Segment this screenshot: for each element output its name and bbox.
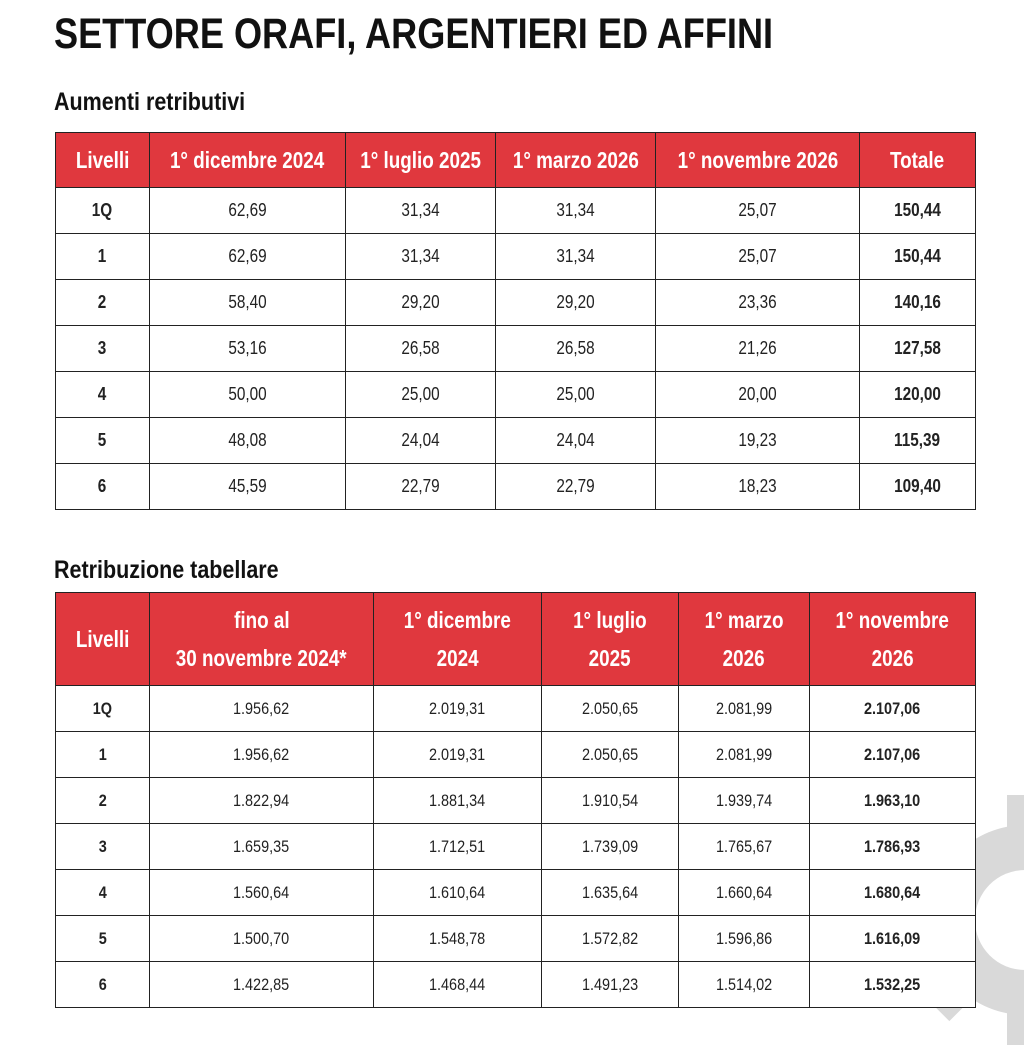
cell-text: 1.572,82: [581, 928, 639, 948]
cell-text: 21,26: [738, 338, 777, 358]
value-cell: [150, 234, 346, 280]
cell-text: 29,20: [401, 292, 440, 312]
total-cell: [860, 188, 976, 234]
value-cell: [150, 188, 346, 234]
value-cell: [150, 732, 374, 778]
column-header-label: 1° novembre 2026: [677, 146, 838, 173]
column-header-label: 30 novembre 2024*: [176, 645, 347, 671]
cell-text: 1.910,54: [581, 790, 639, 810]
value-cell: [346, 234, 496, 280]
value-cell: [496, 234, 656, 280]
table-row: [56, 234, 976, 280]
table-row: [56, 962, 976, 1008]
level-cell: [56, 870, 150, 916]
level-cell: [56, 464, 150, 510]
value-cell: [810, 916, 976, 962]
cell-text: 2.050,65: [581, 698, 639, 718]
value-cell: [810, 778, 976, 824]
level-cell: [56, 916, 150, 962]
value-cell: [374, 686, 542, 732]
cell-text: 25,00: [556, 384, 595, 404]
column-header: [374, 593, 542, 686]
cell-text: 1.532,25: [864, 974, 921, 994]
table-row: [56, 280, 976, 326]
cell-text: 62,69: [228, 246, 267, 266]
value-cell: [656, 464, 860, 510]
value-cell: [679, 962, 810, 1008]
total-cell: [860, 464, 976, 510]
cell-text: 120,00: [894, 384, 941, 404]
cell-text: 1.560,64: [233, 882, 290, 902]
column-header-label: 1° luglio: [573, 607, 647, 633]
cell-text: 1: [98, 246, 107, 266]
value-cell: [542, 732, 679, 778]
cell-text: 48,08: [228, 430, 267, 450]
cell-text: 1.739,09: [581, 836, 639, 856]
value-cell: [679, 732, 810, 778]
column-header-label: Livelli: [75, 146, 130, 173]
level-cell: [56, 188, 150, 234]
level-cell: [56, 732, 150, 778]
cell-text: 2.019,31: [429, 698, 486, 718]
value-cell: [374, 916, 542, 962]
level-cell: [56, 234, 150, 280]
column-header-label: Livelli: [75, 626, 130, 652]
value-cell: [346, 418, 496, 464]
cell-text: 1.660,64: [715, 882, 773, 902]
value-cell: [374, 824, 542, 870]
value-cell: [346, 372, 496, 418]
total-cell: [860, 372, 976, 418]
column-header-label: 2026: [723, 645, 765, 671]
value-cell: [346, 326, 496, 372]
table-row: [56, 686, 976, 732]
cell-text: 26,58: [556, 338, 595, 358]
cell-text: 2.081,99: [715, 744, 773, 764]
value-cell: [496, 372, 656, 418]
table-row: [56, 326, 976, 372]
column-header: [542, 593, 679, 686]
value-cell: [656, 418, 860, 464]
cell-text: 3: [98, 338, 107, 358]
value-cell: [150, 962, 374, 1008]
cell-text: 150,44: [894, 246, 941, 266]
value-cell: [496, 418, 656, 464]
value-cell: [374, 778, 542, 824]
cell-text: 50,00: [228, 384, 267, 404]
value-cell: [496, 464, 656, 510]
column-header-label: Totale: [890, 146, 945, 173]
cell-text: 4: [98, 384, 107, 404]
cell-text: 22,79: [556, 476, 595, 496]
cell-text: 25,00: [401, 384, 440, 404]
level-cell: [56, 280, 150, 326]
table-row: [56, 824, 976, 870]
table-row: [56, 372, 976, 418]
cell-text: 1.765,67: [715, 836, 773, 856]
total-cell: [860, 234, 976, 280]
table-row: [56, 464, 976, 510]
column-header: [150, 593, 374, 686]
cell-text: 2: [98, 292, 107, 312]
cell-text: 31,34: [556, 246, 595, 266]
value-cell: [346, 464, 496, 510]
cell-text: 2.019,31: [429, 744, 486, 764]
value-cell: [150, 372, 346, 418]
value-cell: [656, 188, 860, 234]
cell-text: 127,58: [894, 338, 941, 358]
cell-text: 115,39: [894, 430, 941, 450]
value-cell: [810, 962, 976, 1008]
value-cell: [656, 326, 860, 372]
column-header-label: 1° marzo: [704, 607, 784, 633]
cell-text: 1Q: [92, 200, 113, 220]
value-cell: [150, 870, 374, 916]
column-header-label: 1° novembre: [835, 607, 950, 633]
value-cell: [374, 732, 542, 778]
cell-text: 53,16: [228, 338, 267, 358]
cell-text: 1.939,74: [715, 790, 773, 810]
column-header: [56, 593, 150, 686]
cell-text: 31,34: [556, 200, 595, 220]
cell-text: 1.659,35: [233, 836, 290, 856]
level-cell: [56, 824, 150, 870]
value-cell: [810, 870, 976, 916]
value-cell: [542, 778, 679, 824]
cell-text: 3: [98, 836, 107, 856]
cell-text: 1.491,23: [581, 974, 639, 994]
cell-text: 1.956,62: [233, 698, 290, 718]
cell-text: 5: [98, 430, 107, 450]
cell-text: 1.963,10: [864, 790, 921, 810]
column-header: [656, 133, 860, 188]
value-cell: [810, 686, 976, 732]
cell-text: 1.514,02: [715, 974, 773, 994]
aumenti-table: [55, 132, 976, 510]
value-cell: [496, 188, 656, 234]
cell-text: 31,34: [401, 246, 440, 266]
column-header: [679, 593, 810, 686]
cell-text: 1.610,64: [429, 882, 486, 902]
column-header-label: 1° dicembre: [403, 607, 512, 633]
cell-text: 1: [98, 744, 107, 764]
cell-text: 2.107,06: [864, 698, 921, 718]
value-cell: [542, 870, 679, 916]
table-row: [56, 916, 976, 962]
value-cell: [679, 686, 810, 732]
cell-text: 5: [98, 928, 107, 948]
cell-text: 26,58: [401, 338, 440, 358]
value-cell: [542, 824, 679, 870]
cell-text: 1.468,44: [429, 974, 486, 994]
cell-text: 1.422,85: [233, 974, 290, 994]
cell-text: 2: [98, 790, 107, 810]
table-row: [56, 778, 976, 824]
cell-text: 29,20: [556, 292, 595, 312]
value-cell: [346, 188, 496, 234]
cell-text: 58,40: [228, 292, 267, 312]
value-cell: [656, 372, 860, 418]
cell-text: 1.822,94: [233, 790, 290, 810]
level-cell: [56, 962, 150, 1008]
cell-text: 18,23: [738, 476, 777, 496]
value-cell: [542, 686, 679, 732]
value-cell: [374, 870, 542, 916]
cell-text: 109,40: [894, 476, 941, 496]
column-header: [496, 133, 656, 188]
value-cell: [679, 870, 810, 916]
column-header-label: fino al: [233, 607, 290, 633]
column-header-label: 2024: [436, 645, 479, 671]
column-header-label: 2026: [871, 645, 914, 671]
value-cell: [542, 962, 679, 1008]
cell-text: 19,23: [738, 430, 777, 450]
value-cell: [150, 686, 374, 732]
value-cell: [810, 824, 976, 870]
cell-text: 1.680,64: [864, 882, 921, 902]
value-cell: [656, 234, 860, 280]
value-cell: [150, 824, 374, 870]
cell-text: 1.881,34: [429, 790, 486, 810]
section-title-aumenti: Aumenti retributivi: [54, 88, 246, 116]
cell-text: 1.500,70: [233, 928, 290, 948]
cell-text: 150,44: [894, 200, 941, 220]
cell-text: 25,07: [738, 200, 777, 220]
cell-text: 22,79: [401, 476, 440, 496]
cell-text: 4: [98, 882, 107, 902]
cell-text: 2.050,65: [581, 744, 639, 764]
cell-text: 6: [98, 974, 107, 994]
column-header: [150, 133, 346, 188]
cell-text: 31,34: [401, 200, 440, 220]
retribuzione-table: [55, 592, 976, 1008]
cell-text: 1.635,64: [581, 882, 639, 902]
total-cell: [860, 280, 976, 326]
level-cell: [56, 778, 150, 824]
cell-text: 140,16: [894, 292, 941, 312]
section-title-retribuzione: Retribuzione tabellare: [54, 556, 279, 584]
column-header-label: 2025: [589, 645, 631, 671]
table-header-row: [56, 133, 976, 188]
cell-text: 62,69: [228, 200, 267, 220]
cell-text: 24,04: [401, 430, 440, 450]
cell-text: 24,04: [556, 430, 595, 450]
cell-text: 1Q: [92, 698, 113, 718]
value-cell: [679, 916, 810, 962]
value-cell: [810, 732, 976, 778]
column-header: [810, 593, 976, 686]
table-row: [56, 870, 976, 916]
cell-text: 2.107,06: [864, 744, 921, 764]
level-cell: [56, 686, 150, 732]
value-cell: [346, 280, 496, 326]
value-cell: [496, 280, 656, 326]
level-cell: [56, 418, 150, 464]
value-cell: [679, 778, 810, 824]
value-cell: [150, 280, 346, 326]
page-title: SETTORE ORAFI, ARGENTIERI ED AFFINI: [54, 10, 774, 58]
cell-text: 1.956,62: [233, 744, 290, 764]
value-cell: [542, 916, 679, 962]
cell-text: 1.596,86: [715, 928, 773, 948]
value-cell: [150, 916, 374, 962]
column-header: [56, 133, 150, 188]
cell-text: 1.616,09: [864, 928, 921, 948]
cell-text: 25,07: [738, 246, 777, 266]
table-header-row: [56, 593, 976, 686]
value-cell: [496, 326, 656, 372]
table-row: [56, 188, 976, 234]
value-cell: [150, 778, 374, 824]
table-row: [56, 418, 976, 464]
value-cell: [679, 824, 810, 870]
cell-text: 23,36: [738, 292, 777, 312]
total-cell: [860, 326, 976, 372]
column-header: [860, 133, 976, 188]
column-header-label: 1° luglio 2025: [360, 146, 481, 173]
cell-text: 6: [98, 476, 107, 496]
table-row: [56, 732, 976, 778]
value-cell: [150, 464, 346, 510]
column-header-label: 1° dicembre 2024: [170, 146, 325, 173]
cell-text: 1.786,93: [864, 836, 921, 856]
cell-text: 2.081,99: [715, 698, 773, 718]
value-cell: [150, 326, 346, 372]
cell-text: 1.712,51: [429, 836, 486, 856]
value-cell: [656, 280, 860, 326]
cell-text: 20,00: [738, 384, 777, 404]
cell-text: 45,59: [228, 476, 267, 496]
value-cell: [150, 418, 346, 464]
cell-text: 1.548,78: [429, 928, 486, 948]
level-cell: [56, 326, 150, 372]
level-cell: [56, 372, 150, 418]
column-header-label: 1° marzo 2026: [512, 146, 639, 173]
total-cell: [860, 418, 976, 464]
value-cell: [374, 962, 542, 1008]
column-header: [346, 133, 496, 188]
